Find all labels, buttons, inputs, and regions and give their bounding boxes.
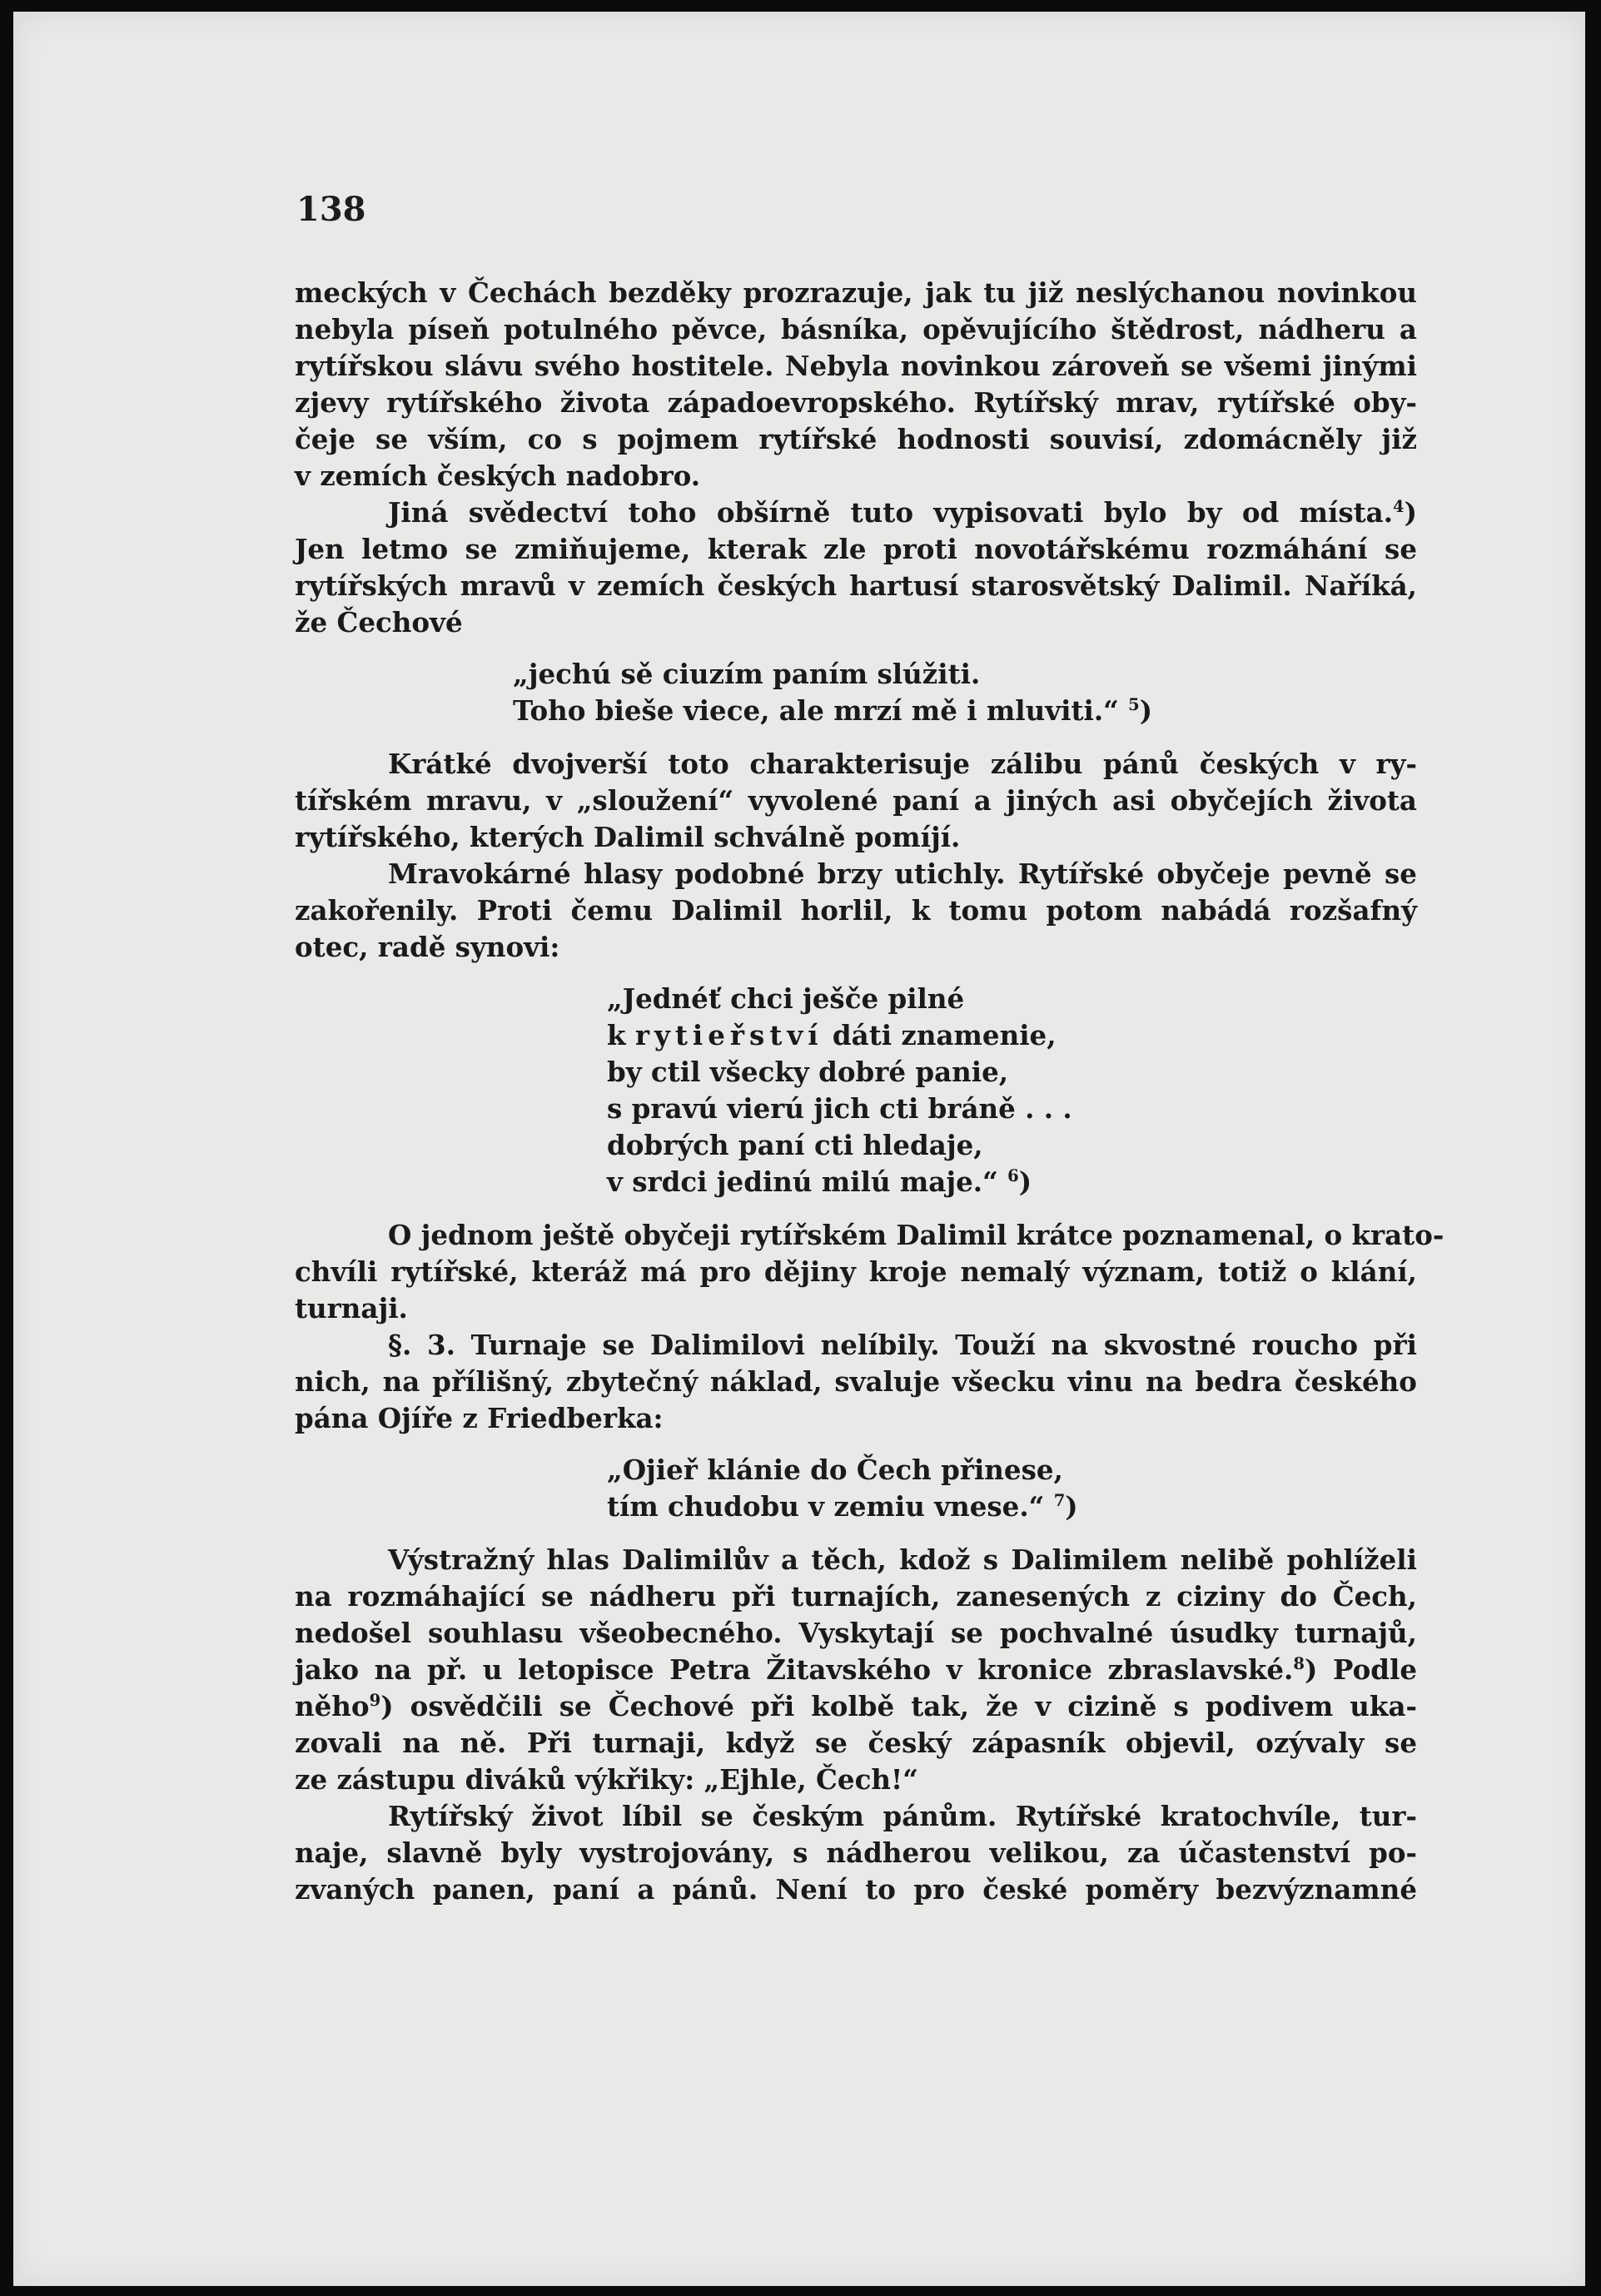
text-line: naje, slavně byly vystrojovány, s nádherou velikou, za účastenství po- bbox=[295, 1836, 1417, 1869]
paragraph bbox=[295, 1217, 1444, 1327]
text-line: rytířskou slávu svého hostitele. Nebyla novinkou zároveň se všemi jinými bbox=[295, 350, 1417, 382]
footnote-ref: 7 bbox=[1053, 1491, 1066, 1511]
verse-quote bbox=[295, 656, 1417, 729]
scanned-page bbox=[13, 12, 1585, 2286]
text-line: pána Ojíře z Friedberka: bbox=[295, 1402, 664, 1434]
text-line: ze zástupu diváků výkřiky: „Ejhle, Čech!“ bbox=[295, 1763, 918, 1796]
text-line: jako na př. u letopisce Petra Žitavského v kronice zbraslavské.$^8$) Podle bbox=[295, 1653, 1417, 1686]
footnote-ref: 4 bbox=[1393, 497, 1405, 517]
text-line: rytířských mravů v zemích českých hartusí starosvětský Dalimil. Naříká, bbox=[295, 569, 1417, 602]
text-line: meckých v Čechách bezděky prozrazuje, jak tu již neslýchanou novinkou bbox=[295, 276, 1417, 309]
text-line: něho$^9$) osvědčili se Čechové při kolbě tak, že v cizině s podivem uka- bbox=[295, 1690, 1417, 1722]
text-line: Rytířský život líbil se českým pánům. Rytířské kratochvíle, tur- bbox=[388, 1800, 1417, 1832]
paragraph bbox=[295, 856, 1417, 966]
text-line: na rozmáhající se nádheru při turnajích, zanesených z ciziny do Čech, bbox=[295, 1580, 1417, 1613]
paragraph bbox=[295, 494, 1417, 641]
text-line: rytířského, kterých Dalimil schválně pomíjí. bbox=[295, 821, 961, 853]
text-line: že Čechové bbox=[295, 606, 463, 639]
paragraph bbox=[295, 1798, 1417, 1908]
verse-line: „Jednéť chci ješče pilné bbox=[607, 982, 965, 1015]
paragraph bbox=[295, 275, 1417, 494]
text-line: Jen letmo se zmiňujeme, kterak zle proti novotářskému rozmáhání se bbox=[295, 533, 1417, 565]
page-number: 138 bbox=[296, 190, 366, 229]
footnote-ref: 9 bbox=[369, 1691, 381, 1711]
text-line: nich, na přílišný, zbytečný náklad, svaluje všecku vinu na bedra českého bbox=[295, 1365, 1417, 1398]
text-line: nedošel souhlasu všeobecného. Vyskytají se pochvalné úsudky turnajů, bbox=[295, 1617, 1417, 1649]
text-line: chvíli rytířské, kteráž má pro dějiny kroje nemalý význam, totiž o klání, bbox=[295, 1255, 1417, 1288]
text-line: zovali na ně. Při turnaji, když se český zápasník objevil, ozývaly se bbox=[295, 1727, 1417, 1759]
text-line: Mravokárné hlasy podobné brzy utichly. Rytířské obyčeje pevně se bbox=[388, 857, 1417, 890]
text-line: čeje se vším, co s pojmem rytířské hodnosti souvisí, zdomácněly již bbox=[295, 423, 1417, 455]
text-line: O jednom ještě obyčeji rytířském Dalimil krátce poznamenal, o krato- bbox=[388, 1219, 1444, 1251]
verse-line: dobrých paní cti hledaje, bbox=[607, 1129, 983, 1161]
footnote-ref: 5 bbox=[1128, 695, 1140, 715]
page-body bbox=[295, 275, 1444, 1908]
verse-line: by ctil všecky dobré panie, bbox=[607, 1056, 1009, 1088]
text-line: Jiná svědectví toho obšírně tuto vypisovati bylo by od místa.$^4$) bbox=[388, 496, 1417, 529]
text-line: nebyla píseň potulného pěvce, básníka, opěvujícího štědrost, nádheru a bbox=[295, 313, 1417, 345]
text-line: Výstražný hlas Dalimilův a těch, kdož s Dalimilem nelibě pohlíželi bbox=[388, 1543, 1417, 1576]
verse-line: k rytieřství dáti znamenie, bbox=[607, 1019, 1057, 1051]
verse-line: „Ojieř klánie do Čech přinese, bbox=[607, 1454, 1063, 1486]
verse-line: v srdci jedinú milú maje.“ $^6$) bbox=[607, 1165, 1032, 1198]
text-line: Krátké dvojverší toto charakterisuje zálibu pánů českých v ry- bbox=[388, 748, 1417, 780]
paragraph bbox=[295, 1542, 1417, 1798]
verse-quote bbox=[295, 1452, 1417, 1525]
verse-quote bbox=[295, 981, 1417, 1200]
footnote-ref: 8 bbox=[1293, 1654, 1305, 1674]
text-line: tířském mravu, v „sloužení“ vyvolené paní a jiných asi obyčejích života bbox=[295, 784, 1417, 817]
text-line: zjevy rytířského života západoevropského. Rytířský mrav, rytířské oby- bbox=[295, 386, 1417, 419]
text-line: v zemích českých nadobro. bbox=[295, 460, 701, 492]
footnote-ref: 6 bbox=[1007, 1166, 1019, 1186]
verse-line: tím chudobu v zemiu vnese.“ $^7$) bbox=[607, 1490, 1078, 1523]
section-heading-line: §. 3. Turnaje se Dalimilovi nelíbily. Touží na skvostné roucho při bbox=[388, 1329, 1417, 1361]
text-line: zakořenily. Proti čemu Dalimil horlil, k tomu potom nabádá rozšafný bbox=[295, 894, 1417, 927]
text-line: zvaných panen, paní a pánů. Není to pro české poměry bezvýznamné bbox=[295, 1873, 1417, 1906]
paragraph bbox=[295, 1327, 1417, 1437]
text-line: otec, radě synovi: bbox=[295, 931, 560, 963]
paragraph bbox=[295, 746, 1417, 856]
text-line-content: Jiná svědectví toho obšírně tuto vypisovati bylo by od místa. bbox=[388, 496, 1394, 529]
verse-line: Toho bieše viece, ale mrzí mě i mluviti.“ $^5$) bbox=[513, 694, 1153, 727]
text-line: turnaji. bbox=[295, 1292, 408, 1324]
verse-line: s pravú vierú jich cti bráně . . . bbox=[607, 1092, 1072, 1125]
verse-line: „jechú sě ciuzím paním slúžiti. bbox=[513, 658, 981, 690]
